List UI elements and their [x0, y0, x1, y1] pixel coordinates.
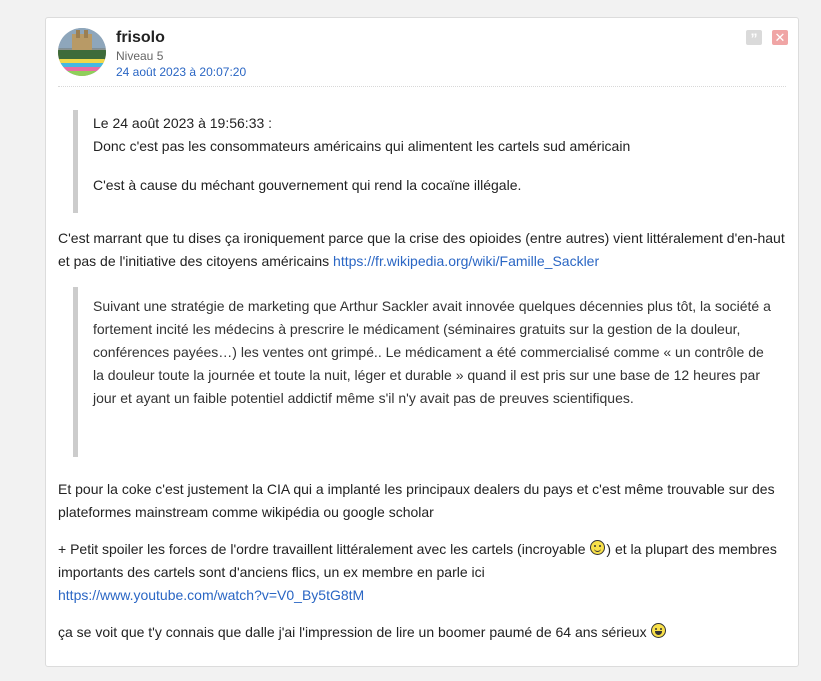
wikipedia-link[interactable]: https://fr.wikipedia.org/wiki/Famille_Sackler — [333, 253, 600, 269]
delete-icon[interactable]: ✕ — [772, 30, 788, 45]
paragraph-text: ça se voit que t'y connais que dalle j'ai l'impression de lire un boomer paumé de 64 ans sérieux — [58, 624, 651, 640]
youtube-link[interactable]: https://www.youtube.com/watch?v=V0_By5tG8tM — [58, 587, 365, 603]
smiley-icon — [590, 540, 605, 555]
post-date-link[interactable]: 24 août 2023 à 20:07:20 — [116, 65, 247, 79]
avatar[interactable] — [58, 28, 106, 76]
username[interactable]: frisolo — [116, 29, 165, 46]
paragraph-text: + Petit spoiler les forces de l'ordre travaillent littéralement avec les cartels (incroyable — [58, 541, 590, 557]
forum-post — [45, 17, 799, 667]
paragraph — [58, 538, 786, 607]
paragraph: Et pour la coke c'est justement la CIA qui a implanté les principaux dealers du pays et c'est même trouvable sur des plateformes mainstream comme wikipédia ou google scholar — [58, 481, 775, 520]
quote-header: Le 24 août 2023 à 19:56:33 : — [93, 115, 273, 131]
laughing-icon — [651, 623, 666, 638]
paragraph-text: C'est marrant que tu dises ça ironiquement parce que la crise des opioides (entre autres) vient littéralement d'en-haut et pas de l'initiative des citoyens américains — [58, 230, 785, 269]
quote-icon[interactable]: ” — [746, 30, 762, 45]
user-level: Niveau 5 — [116, 49, 164, 63]
post-content — [58, 98, 786, 644]
header-divider — [58, 86, 786, 87]
avatar-image-icon — [58, 28, 106, 76]
paragraph — [58, 227, 786, 273]
blockquote — [73, 287, 786, 457]
paragraph-text: ) et la plupart des membres importants des cartels sont d'anciens flics, un ex membre en parle ici — [58, 541, 777, 580]
quote-line: C'est à cause du méchant gouvernement qui rend la cocaïne illégale. — [93, 177, 522, 193]
quote-line: Donc c'est pas les consommateurs américains qui alimentent les cartels sud américain — [93, 138, 631, 154]
blockquote — [73, 110, 786, 213]
quote-text: Suivant une stratégie de marketing que Arthur Sackler avait innovée quelques décennies plus tôt, la société a fortement incité les médecins à prescrire le médicament (séminaires gratuits sur la gestion de la douleur, conférences payées…) les ventes ont grimpé.. Le médicament a été commercialisé comme « un contrôle de la douleur toute la journée et toute la nuit, léger et durable » quand il est pris sur une base de 12 heures par jour et ayant un faible potentiel addictif même s'il n'y avait pas de preuves scientifiques. — [93, 298, 771, 406]
paragraph — [58, 621, 786, 644]
